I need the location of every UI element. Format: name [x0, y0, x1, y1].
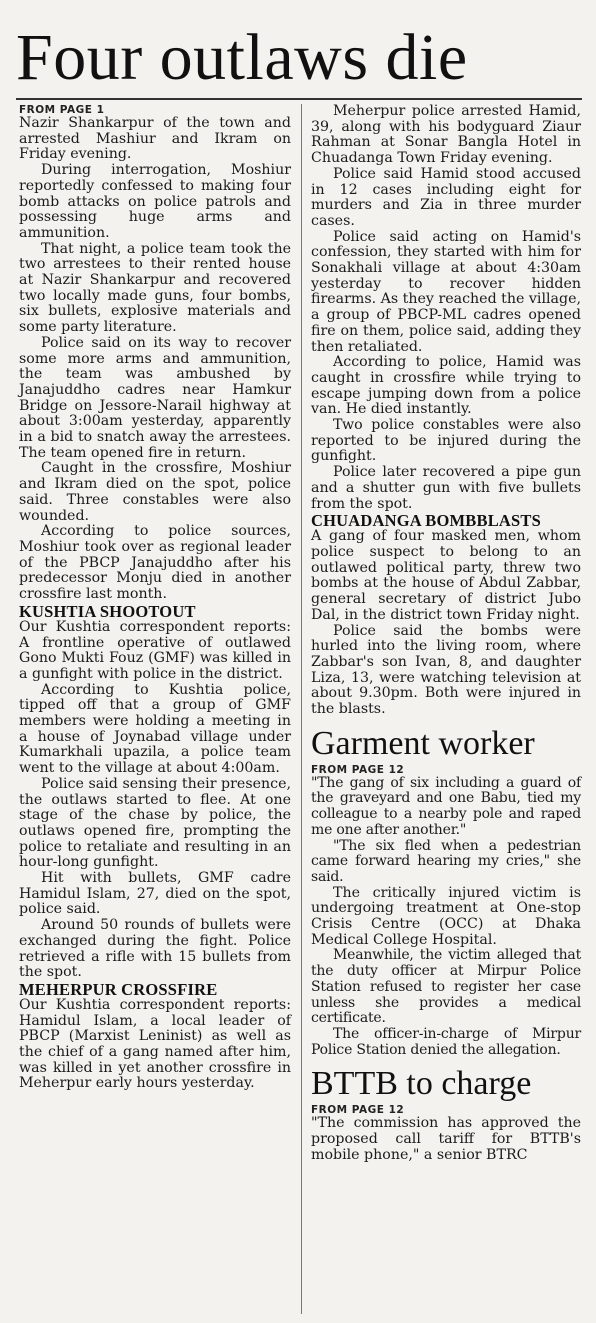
- subhead-chuadanga-bombblasts: CHUADANGA BOMBBLASTS: [311, 511, 541, 531]
- paragraph: "The commission has approved the proposed call tariff for BTTB's mobile phone," a senior BTRC: [311, 1115, 581, 1163]
- paragraph: Police said acting on Hamid's confession, they started with him for Sonakhali village at about 4:30am yesterday to recover hidden firearms. As they reached the village, a group of PBCP-ML cadres opened fire on them, police said, adding they then retaliated.: [311, 228, 581, 355]
- paragraph: The officer-in-charge of Mirpur Police Station denied the allegation.: [311, 1025, 581, 1058]
- paragraph: Two police constables were also reported to be injured during the gunfight.: [311, 417, 581, 465]
- headline: Four outlaws die: [16, 21, 468, 94]
- paragraph: Meherpur police arrested Hamid, 39, along with his bodyguard Ziaur Rahman at Sonar Bangla Hotel in Chuadanga Town Friday evening.: [311, 103, 581, 167]
- from-page-kicker: FROM PAGE 12: [311, 1104, 405, 1117]
- paragraph: According to police sources, Moshiur took over as regional leader of the PBCP Janajuddho after his predecessor Monju died in another crossfire last month.: [19, 523, 291, 603]
- from-page-kicker: FROM PAGE 12: [311, 763, 405, 776]
- paragraph: Police said sensing their presence, the outlaws started to flee. At one stage of the chase by police, the outlaws opened fire, prompting the police to retaliate and resulting in an hour-long gunfight.: [19, 775, 291, 871]
- from-page-kicker: FROM PAGE 1: [19, 104, 105, 116]
- paragraph: Our Kushtia correspondent reports: Hamidul Islam, a local leader of PBCP (Marxist Leninist) as well as the chief of a gang named after him, was killed in yet another crossfire in Meherpur early hours yesterday.: [19, 996, 291, 1092]
- right-column: [311, 104, 581, 1163]
- story-headline-bttb-to-charge: BTTB to charge: [311, 1065, 532, 1103]
- subhead-meherpur-crossfire: MEHERPUR CROSSFIRE: [19, 979, 218, 999]
- paragraph: Meanwhile, the victim alleged that the duty officer at Mirpur Police Station refused to register her case unless she provides a medical certificate.: [311, 947, 581, 1027]
- headline-rule: [16, 98, 582, 100]
- paragraph: Around 50 rounds of bullets were exchanged during the fight. Police retrieved a rifle with 15 bullets from the spot.: [19, 917, 291, 981]
- paragraph: Nazir Shankarpur of the town and arrested Mashiur and Ikram on Friday evening.: [19, 115, 291, 163]
- paragraph: Caught in the crossfire, Moshiur and Ikram died on the spot, police said. Three constables were also wounded.: [19, 460, 291, 524]
- paragraph: Police said on its way to recover some more arms and ammunition, the team was ambushed by Janajuddho cadres near Hamkur Bridge on Jessore-Narail highway at about 3:00am yesterday, apparently in a bid to snatch away the arrestees. The team opened fire in return.: [19, 334, 291, 461]
- paragraph: "The six fled when a pedestrian came forward hearing my cries," she said.: [311, 837, 581, 885]
- paragraph: According to Kushtia police, tipped off that a group of GMF members were holding a meeting in a house of Joynabad village under Kumarkhali upazila, a police team went to the village at about 4:00am.: [19, 681, 291, 777]
- subhead-kushtia-shootout: KUSHTIA SHOOTOUT: [19, 601, 196, 621]
- paragraph: That night, a police team took the two arrestees to their rented house at Nazir Shankarpur and recovered two locally made guns, four bombs, six bullets, explosive materials and some party literature.: [19, 240, 291, 336]
- paragraph: During interrogation, Moshiur reportedly confessed to making four bomb attacks on police patrols and possessing huge arms and ammunition.: [19, 162, 291, 241]
- story-headline-garment-worker: Garment worker: [311, 724, 535, 762]
- paragraph: According to police, Hamid was caught in crossfire while trying to escape jumping down from a police van. He died instantly.: [311, 354, 581, 418]
- paragraph: "The gang of six including a guard of the graveyard and one Babu, tied my colleague to a nearby pole and raped me one after another.": [311, 774, 581, 838]
- paragraph: Police said the bombs were hurled into the living room, where Zabbar's son Ivan, 8, and daughter Liza, 13, were watching television at about 9.30pm. Both were injured in the blasts.: [311, 622, 581, 718]
- paragraph: Hit with bullets, GMF cadre Hamidul Islam, 27, died on the spot, police said.: [19, 870, 291, 918]
- left-column: [19, 104, 291, 1092]
- paragraph: Our Kushtia correspondent reports: A frontline operative of outlawed Gono Mukti Fouz (GMF) was killed in a gunfight with police in the district.: [19, 618, 291, 682]
- paragraph: The critically injured victim is undergoing treatment at One-stop Crisis Centre (OCC) at Dhaka Medical College Hospital.: [311, 884, 581, 948]
- paragraph: Police said Hamid stood accused in 12 cases including eight for murders and Zia in three murder cases.: [311, 165, 581, 229]
- paragraph: A gang of four masked men, whom police suspect to belong to an outlawed political party, threw two bombs at the house of Abdul Zabbar, general secretary of district Jubo Dal, in the district town Friday night.: [311, 528, 581, 623]
- column-divider: [301, 104, 302, 1314]
- paragraph: Police later recovered a pipe gun and a shutter gun with five bullets from the spot.: [311, 464, 581, 512]
